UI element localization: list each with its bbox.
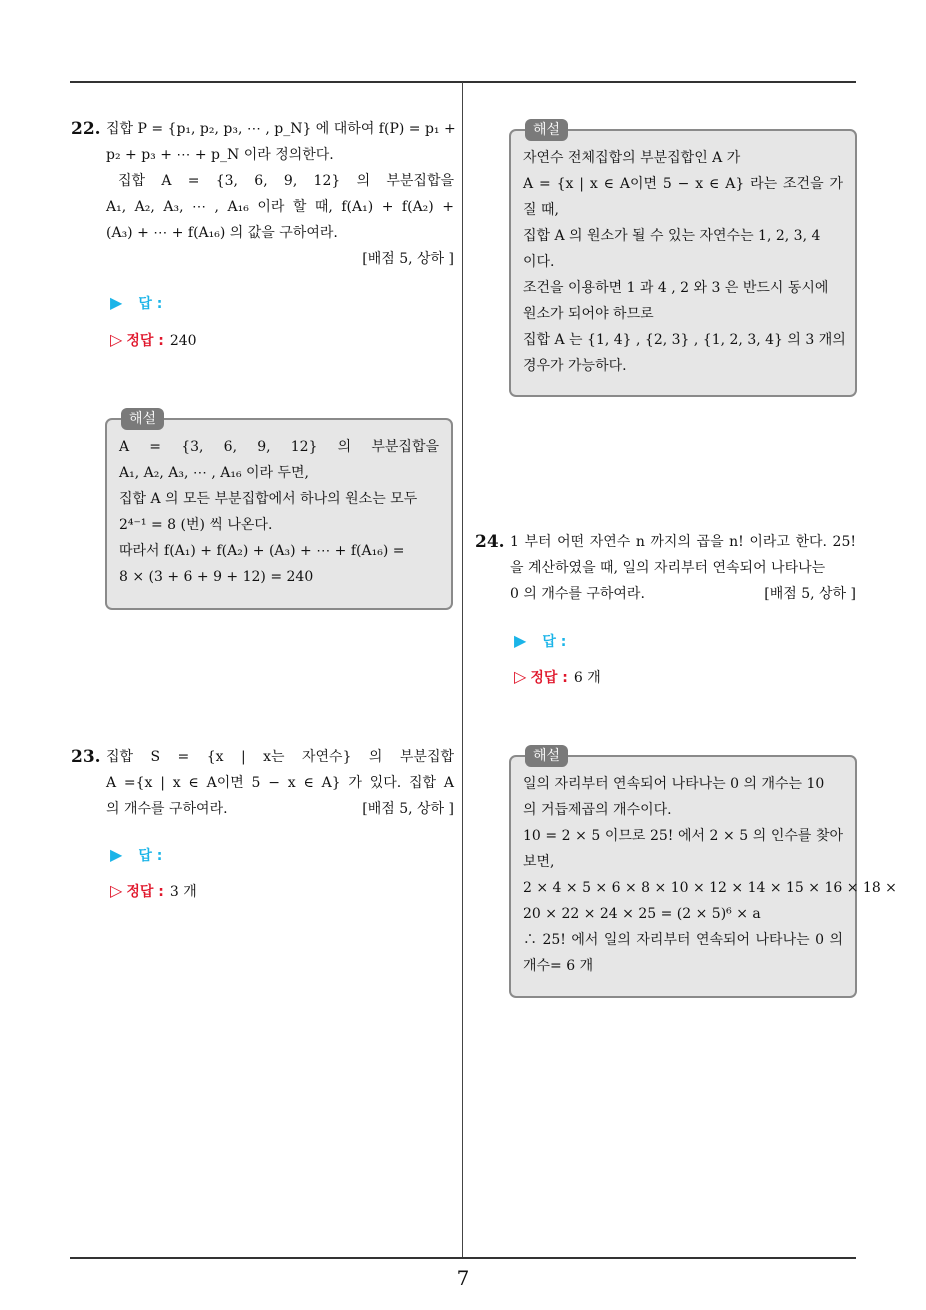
solution-line: ∴ 25! 에서 일의 자리부터 연속되어 나타나는 0 의 <box>523 932 843 948</box>
correct-answer-row <box>514 667 601 687</box>
solution-line: 일의 자리부터 연속되어 나타나는 0 의 개수는 10 <box>523 776 825 792</box>
solution-line: 조건을 이용하면 1 과 4 , 2 와 3 은 반드시 동시에 <box>523 280 829 296</box>
solution-line: 경우가 가능하다. <box>523 358 627 374</box>
correct-label: 정답 : <box>126 333 164 349</box>
answer-label: 답 : <box>542 634 567 650</box>
solution-line: A₁, A₂, A₃, ⋯ , A₁₆ 이라 두면, <box>119 465 310 481</box>
solution-line: 10 = 2 × 5 이므로 25! 에서 2 × 5 의 인수를 찾아 <box>523 828 843 844</box>
points-label: [배점 5, 상하 ] <box>362 801 454 817</box>
points-label: [배점 5, 상하 ] <box>362 251 454 267</box>
bottom-rule <box>70 1257 856 1259</box>
problem-text-line-text: 0 의 개수를 구하여라. <box>510 586 645 602</box>
answer-row <box>110 845 162 865</box>
solution-box-22 <box>105 411 453 610</box>
problem-text-line: A₁, A₂, A₃, ⋯ , A₁₆ 이라 할 때, f(A₁) + f(A₂) + <box>106 199 454 215</box>
problem-text-line: (A₃) + ⋯ + f(A₁₆) 의 값을 구하여라. <box>106 225 338 241</box>
problem-text-line <box>510 581 856 607</box>
page-number: 7 <box>456 1266 470 1290</box>
problem-number: 22. <box>71 119 101 139</box>
answer-row <box>514 631 566 651</box>
points-label: [배점 5, 상하 ] <box>764 586 856 602</box>
correct-label: 정답 : <box>530 670 568 686</box>
problem-text-line: 1 부터 어떤 자연수 n 까지의 곱을 n! 이라고 한다. 25! <box>510 534 856 550</box>
problem-text-line: 을 계산하였을 때, 일의 자리부터 연속되어 나타나는 <box>510 560 826 576</box>
problem-text-line: 집합 P = {p₁, p₂, p₃, ⋯ , p_N} 에 대하여 f(P) = p₁ + <box>106 121 456 137</box>
problem-text-line-text: 의 개수를 구하여라. <box>106 801 228 817</box>
solution-line: 집합 A 는 {1, 4} , {2, 3} , {1, 2, 3, 4} 의 3 개의 <box>523 332 846 348</box>
answer-marker-icon: ▶ <box>110 293 123 312</box>
solution-line: 8 × (3 + 6 + 9 + 12) = 240 <box>119 569 314 585</box>
solution-line: 집합 A 의 모든 부분집합에서 하나의 원소는 모두 <box>119 491 418 507</box>
correct-answer-value: 6 개 <box>573 670 601 686</box>
answer-marker-icon: ▶ <box>110 845 123 864</box>
problem-22 <box>71 116 456 272</box>
solution-tag: 해설 <box>525 745 568 767</box>
solution-line: 자연수 전체집합의 부분집합인 A 가 <box>523 150 741 166</box>
column-divider <box>462 82 463 1258</box>
correct-answer-row <box>110 330 197 350</box>
correct-marker-icon: ▷ <box>514 667 527 686</box>
solution-line: 2⁴⁻¹ = 8 (번) 씩 나온다. <box>119 517 273 533</box>
solution-tag: 해설 <box>525 119 568 141</box>
solution-line: 의 거듭제곱의 개수이다. <box>523 802 672 818</box>
solution-line: 따라서 f(A₁) + f(A₂) + (A₃) + ⋯ + f(A₁₆) = <box>119 543 405 559</box>
correct-answer-value: 3 개 <box>169 884 197 900</box>
problem-text-line: p₂ + p₃ + ⋯ + p_N 이라 정의한다. <box>106 147 334 163</box>
answer-marker-icon: ▶ <box>514 631 527 650</box>
solution-box-24 <box>509 748 897 998</box>
problem-24 <box>475 529 856 607</box>
solution-line: 집합 A 의 원소가 될 수 있는 자연수는 1, 2, 3, 4 <box>523 228 821 244</box>
correct-answer-row <box>110 881 197 901</box>
answer-label: 답 : <box>138 848 163 864</box>
solution-line: 개수= 6 개 <box>523 958 594 974</box>
solution-line: 질 때, <box>523 202 559 218</box>
correct-label: 정답 : <box>126 884 164 900</box>
problem-text-line: 집합 S = {x | x는 자연수} 의 부분집합 <box>106 749 454 765</box>
correct-answer-value: 240 <box>169 333 197 349</box>
solution-line: 20 × 22 × 24 × 25 = (2 × 5)⁶ × a <box>523 906 761 922</box>
solution-line: A = {x | x ∈ A이면 5 − x ∈ A} 라는 조건을 가 <box>523 176 843 192</box>
problem-text-line: 집합 A = {3, 6, 9, 12} 의 부분집합을 <box>118 173 454 189</box>
problem-23 <box>71 744 454 822</box>
solution-box-23 <box>509 122 857 397</box>
problem-text-line <box>106 796 454 822</box>
answer-row <box>110 293 162 313</box>
solution-line: 2 × 4 × 5 × 6 × 8 × 10 × 12 × 14 × 15 × 16 × 18 × <box>523 880 897 896</box>
solution-line: 이다. <box>523 254 555 270</box>
answer-label: 답 : <box>138 296 163 312</box>
correct-marker-icon: ▷ <box>110 330 123 349</box>
problem-text-line: A ={x | x ∈ A이면 5 − x ∈ A} 가 있다. 집합 A <box>106 775 454 791</box>
solution-tag: 해설 <box>121 408 164 430</box>
problem-number: 23. <box>71 747 101 767</box>
solution-line: 원소가 되어야 하므로 <box>523 306 654 322</box>
solution-line: A = {3, 6, 9, 12} 의 부분집합을 <box>119 439 439 455</box>
correct-marker-icon: ▷ <box>110 881 123 900</box>
problem-number: 24. <box>475 532 505 552</box>
solution-line: 보면, <box>523 854 555 870</box>
top-rule <box>70 81 856 83</box>
